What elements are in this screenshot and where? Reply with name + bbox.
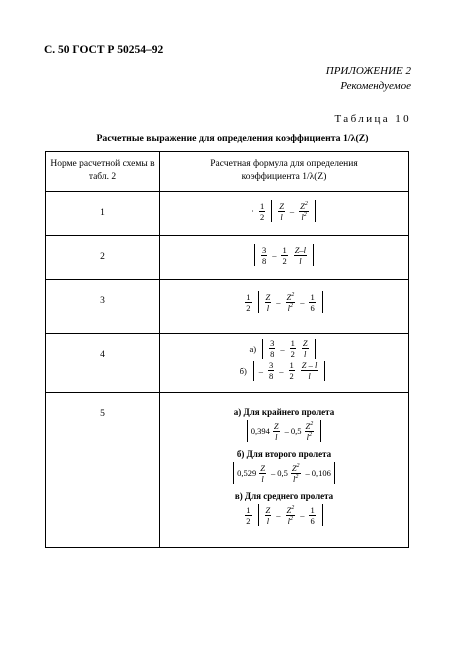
label-b: б) — [239, 365, 247, 376]
table-row — [46, 393, 409, 548]
formula-5c: 1 2 Z l – $Z^2$ $l^2$ – 1 6 — [242, 504, 325, 526]
formula-4a: а) 3 8 – 1 2 Z l — [249, 338, 318, 359]
col-header-scheme: Норме расчетной схемы в табл. 2 — [46, 152, 160, 192]
formula-cell — [160, 393, 409, 548]
row-number: 4 — [46, 334, 160, 393]
formula-2: 3 8 – 1 2 Z–l l — [251, 244, 317, 266]
table-row — [46, 280, 409, 334]
table-row — [46, 192, 409, 236]
formula-4b: б) – 3 8 – 1 2 Z – l l — [240, 360, 329, 381]
formula-1: · 1 2 Z l – $Z^2$ $l^2$ — [249, 200, 319, 222]
table-header-row — [46, 152, 409, 192]
row-number: 2 — [46, 236, 160, 280]
appendix-status: Рекомендуемое — [340, 80, 411, 92]
row-number: 3 — [46, 280, 160, 334]
formula-cell — [160, 280, 409, 334]
appendix-block — [326, 64, 411, 94]
page-header: С. 50 ГОСТ Р 50254–92 — [44, 44, 164, 56]
table-row — [46, 236, 409, 280]
formula-3: 1 2 Z l – $Z^2$ $l^2$ – 1 6 — [242, 291, 325, 313]
formula-cell — [160, 192, 409, 236]
row-number: 5 — [46, 393, 160, 548]
formula-cell — [160, 236, 409, 280]
table-number: Таблица 10 — [334, 113, 411, 125]
label-end-span: а) Для крайнего пролета — [233, 407, 335, 417]
label-middle-span: в) Для среднего пролета — [234, 491, 334, 501]
formula-5a: 0,394 Z l – 0,5 $Z^2$ $l^2$ — [244, 420, 324, 442]
formula-table — [45, 151, 409, 548]
formula-cell — [160, 334, 409, 393]
col-header-formula: Расчетная формула для определения коэффициента 1/λ(Z) — [160, 152, 409, 192]
appendix-title: ПРИЛОЖЕНИЕ 2 — [325, 65, 411, 77]
table-caption: Расчетные выражение для определения коэффициента 1/λ(Z) — [96, 133, 369, 144]
label-second-span: б) Для второго пролета — [236, 449, 332, 459]
table-row — [46, 334, 409, 393]
row-number: 1 — [46, 192, 160, 236]
formula-5b: 0,529 Z l – 0,5 $Z^2$ $l^2$ – 0,106 — [230, 462, 338, 484]
label-a: а) — [249, 343, 257, 354]
